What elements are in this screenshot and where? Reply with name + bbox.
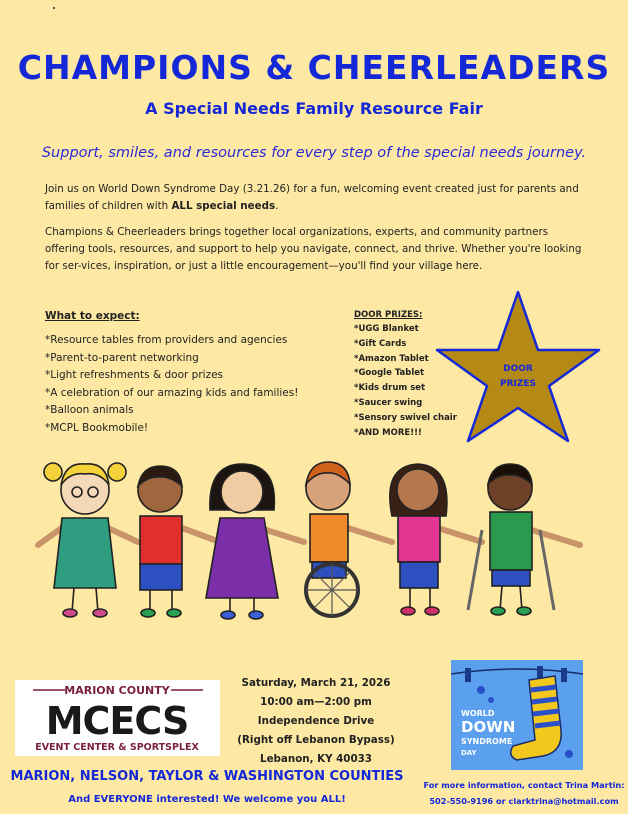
- list-item: *Parent-to-parent networking: [45, 351, 199, 364]
- list-item: *Balloon animals: [45, 404, 134, 416]
- speck: [53, 7, 55, 9]
- wds-word-3: SYNDROME: [461, 737, 513, 746]
- welcome-line: And EVERYONE interested! We welcome you ALL!: [68, 794, 346, 805]
- wds-word-1: WORLD: [461, 709, 495, 718]
- page-subtitle: A Special Needs Family Resource Fair: [145, 99, 483, 118]
- page-title: CHAMPIONS & CHEERLEADERS: [17, 48, 611, 87]
- intro-paragraph-2: Champions & Cheerleaders brings together local organizations, experts, and community partners offering tools, resources, and support to help you navigate, connect, and thrive. Whether you're looking for ser-vices, inspiration, or just a little encouragement—you'll find your village here.: [45, 226, 582, 272]
- wds-socks-badge: [451, 660, 583, 770]
- wds-word-2: DOWN: [461, 718, 516, 736]
- list-item: *Google Tablet: [354, 368, 425, 379]
- star-label: DOOR PRIZES: [499, 364, 537, 389]
- list-item: *UGG Blanket: [354, 324, 419, 334]
- list-item: *Amazon Tablet: [354, 353, 429, 364]
- list-item: *A celebration of our amazing kids and families!: [45, 386, 299, 399]
- counties-banner: MARION, NELSON, TAYLOR & WASHINGTON COUNTIES: [10, 769, 404, 784]
- list-item: *AND MORE!!!: [354, 427, 422, 438]
- event-details: [226, 674, 406, 769]
- expect-list: [45, 332, 298, 437]
- event-date: Saturday, March 21, 2026: [241, 677, 391, 689]
- event-time: 10:00 am—2:00 pm: [260, 696, 372, 708]
- contact-line-2[interactable]: 502-550-9196 or clarktrina@hotmail.com: [429, 796, 619, 806]
- logo-line-3: EVENT CENTER & SPORTSPLEX: [35, 742, 199, 753]
- wds-word-4: DAY: [461, 749, 477, 757]
- intro-paragraph-1: Join us on World Down Syndrome Day (3.21.26) for a fun, welcoming event created just for parents and families of children with ALL special needs.: [45, 183, 579, 212]
- contact-line-1: For more information, contact Trina Martin:: [423, 780, 625, 790]
- logo-line-1: MARION COUNTY: [64, 684, 170, 697]
- prizes-heading: DOOR PRIZES:: [354, 310, 423, 320]
- list-item: *Sensory swivel chair: [354, 412, 457, 423]
- children-illustration: [20, 450, 610, 630]
- mcecs-logo: [15, 680, 220, 756]
- list-item: *MCPL Bookmobile!: [45, 421, 149, 434]
- list-item: *Saucer swing: [354, 397, 423, 408]
- list-item: *Kids drum set: [354, 383, 426, 394]
- logo-letters: MCECS: [45, 699, 189, 743]
- event-city: Lebanon, KY 40033: [260, 753, 372, 765]
- list-item: *Resource tables from providers and agencies: [45, 334, 288, 346]
- expect-heading: What to expect:: [45, 310, 140, 322]
- list-item: *Light refreshments & door prizes: [45, 369, 224, 381]
- event-note: (Right off Lebanon Bypass): [237, 734, 395, 746]
- list-item: *Gift Cards: [354, 338, 407, 349]
- tagline: Support, smiles, and resources for every step of the special needs journey.: [41, 145, 587, 161]
- event-place: Independence Drive: [257, 715, 375, 727]
